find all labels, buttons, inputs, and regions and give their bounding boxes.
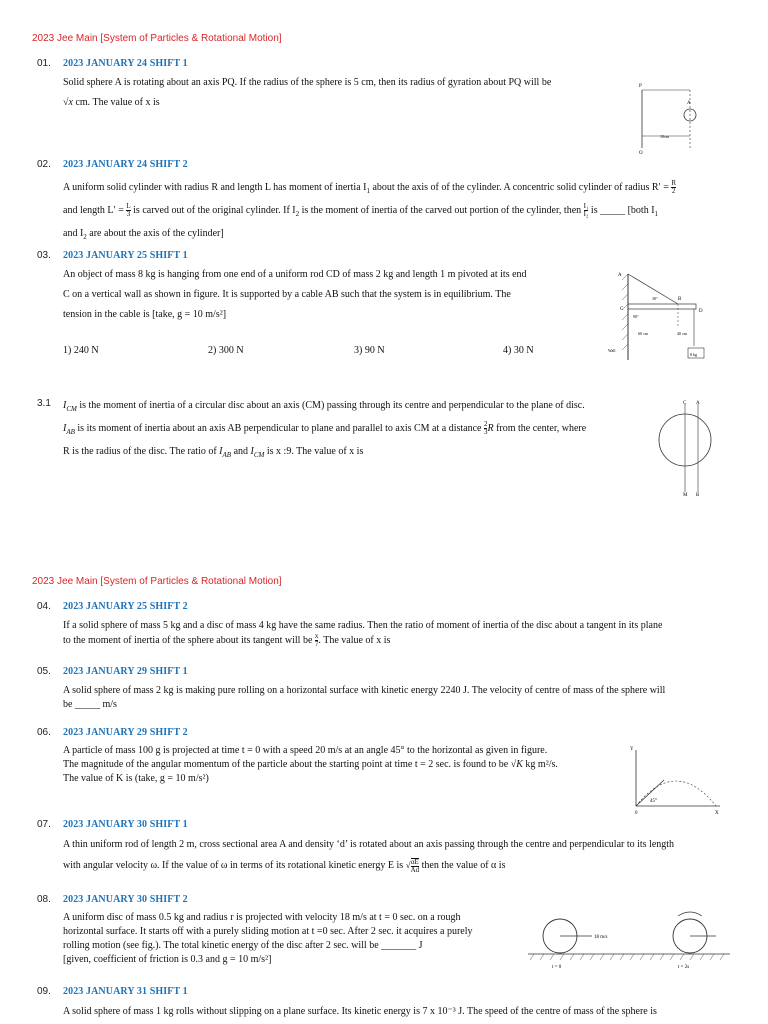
question-text: A uniform disc of mass 0.5 kg and radius r is projected with velocity 18 m/s at t = 0 sec. on a rough horizontal surface. It starts off with a purely sliding motion at t =0 sec. After 2 sec. it acquires a purely rolling motion (see fig.). The total kinetic energy of the disc after 2 sec. will be _______ J [given, coefficient of friction is 0.3 and g = 10 m/s²] — [63, 912, 473, 965]
question-source: 2023 JANUARY 24 SHIFT 1 — [63, 58, 188, 69]
figure-sphere-axis — [632, 78, 732, 154]
question-source: 2023 JANUARY 30 SHIFT 1 — [63, 819, 188, 830]
question-text: A uniform solid cylinder with radius R and length L has moment of inertia $I_1$ about the axis of of the cylinder. A concentric solid cylinder of radius R′ = $\frac{R}{2}$ and length L′ = $\frac{L}{3}$ is carved out of the original cylinder. If $I_2$ is the moment of inertia of the carved out portion of the cylinder, then $\frac{\text{I₁}}{\text{I₂}}$ is _____ [both $I_1$ and $I_2$ are about the axis of the cylinder] — [63, 179, 677, 241]
figure-rolling-disc — [526, 906, 732, 972]
question-number: 08. — [37, 894, 51, 905]
page-header: 2023 Jee Main [System of Particles & Rotational Motion] — [32, 33, 282, 44]
label-b: B — [678, 297, 682, 302]
question-number: 3.1 — [37, 398, 51, 409]
question-number: 01. — [37, 58, 51, 69]
label-x: X — [715, 811, 719, 816]
question-number: 02. — [37, 159, 51, 170]
label-o: 0 — [635, 811, 638, 816]
question-text: An object of mass 8 kg is hanging from one end of a uniform rod CD of mass 2 kg and length 1 m pivoted at its end C on a vertical wall as shown in figure. It is supported by a cable AB such that the system is in equilibrium. The tension in the cable is [take, g = 10 m/s²] — [63, 269, 527, 320]
label-angle: 45° — [650, 799, 657, 804]
option-4[interactable]: 4) 30 N — [503, 345, 534, 356]
question-text: A solid sphere of mass 1 kg rolls without slipping on a plane surface. Its kinetic energy is 7 x 10⁻³ J. The speed of the centre of mass of the sphere is — [63, 1006, 657, 1017]
question-text: $I_{CM}$ is the moment of inertia of a circular disc about an axis (CM) passing through its centre and perpendicular to the plane of disc. $I_{AB}$ is its moment of inertia about an axis AB perpendicular to plane and parallel to axis CM at a distance $\frac{2}{3}$ R from the center, where R is the radius of the disc. The ratio of $I_{AB}$ and $I_{CM}$ is x :9. The value of x is — [63, 400, 587, 459]
figure-disc-axis — [650, 396, 720, 498]
question-source: 2023 JANUARY 30 SHIFT 2 — [63, 894, 188, 905]
question-source: 2023 JANUARY 29 SHIFT 2 — [63, 727, 188, 738]
question-text: Solid sphere A is rotating about an axis PQ. If the radius of the sphere is 5 cm, then its radius of gyration about PQ will be √x cm. The value of x is — [63, 77, 552, 108]
label-angle: 30° — [652, 296, 658, 301]
label-a: A — [696, 401, 700, 406]
question-source: 2023 JANUARY 31 SHIFT 1 — [63, 986, 188, 997]
option-2[interactable]: 2) 300 N — [208, 345, 244, 356]
label-a: A — [687, 101, 691, 106]
label-t0: t = 0 — [552, 965, 562, 970]
figure-rod-cable — [606, 268, 716, 364]
question-number: 04. — [37, 601, 51, 612]
question-source: 2023 JANUARY 25 SHIFT 1 — [63, 250, 188, 261]
question-number: 03. — [37, 250, 51, 261]
question-text: A thin uniform rod of length 2 m, cross sectional area A and density ‘d’ is rotated about an axis passing through the centre and perpendicular to its length with angular velocity ω. If the value of ω in terms of its rotational kinetic energy E is √ $\frac{\alpha E}{Ad}$ then the value of α is — [63, 839, 675, 874]
label-c: C — [620, 307, 624, 312]
label-y: Y — [630, 747, 634, 752]
question-number: 09. — [37, 986, 51, 997]
label-p: P — [639, 84, 642, 89]
question-number: 06. — [37, 727, 51, 738]
label-b: B — [696, 493, 700, 498]
option-1[interactable]: 1) 240 N — [63, 345, 99, 356]
label-60: 60 cm — [638, 331, 648, 336]
question-text: If a solid sphere of mass 5 kg and a disc of mass 4 kg have the same radius. Then the ratio of moment of inertia of the disc about a tangent in its plane to the moment of inertia of the sphere about its tangent will be $\frac{x}{7}$ . The value of x is — [63, 620, 663, 648]
page-header: 2023 Jee Main [System of Particles & Rotational Motion] — [32, 576, 282, 587]
question-source: 2023 JANUARY 29 SHIFT 1 — [63, 666, 188, 677]
label-d: D — [699, 309, 703, 314]
label-m: M — [683, 493, 688, 498]
option-3[interactable]: 3) 90 N — [354, 345, 385, 356]
label-q: Q — [639, 151, 643, 154]
question-text: A solid sphere of mass 2 kg is making pure rolling on a horizontal surface with kinetic energy 2240 J. The velocity of centre of mass of the sphere will be _____ m/s — [63, 685, 666, 710]
label-right: 90° — [633, 314, 639, 319]
question-source: 2023 JANUARY 24 SHIFT 2 — [63, 159, 188, 170]
label-t2: t = 2s — [678, 965, 690, 970]
question-number: 07. — [37, 819, 51, 830]
label-velocity: 18 m/s — [594, 935, 608, 940]
question-text: A particle of mass 100 g is projected at time t = 0 with a speed 20 m/s at an angle 45° to the horizontal as given in figure. The magnitude of the angular momentum of the particle about the starting point at time t = 2 sec. is found to be √K kg m²/s. The value of K is (take, g = 10 m/s²) — [63, 745, 558, 784]
label-40: 40 cm — [677, 331, 687, 336]
question-source: 2023 JANUARY 25 SHIFT 2 — [63, 601, 188, 612]
label-c: C — [683, 401, 687, 406]
label-dist: 10cm — [660, 134, 669, 139]
question-number: 05. — [37, 666, 51, 677]
label-mass: 8 kg — [690, 352, 697, 357]
label-wall: Wall — [608, 348, 616, 353]
figure-projectile — [626, 742, 726, 816]
label-a: A — [618, 273, 622, 278]
